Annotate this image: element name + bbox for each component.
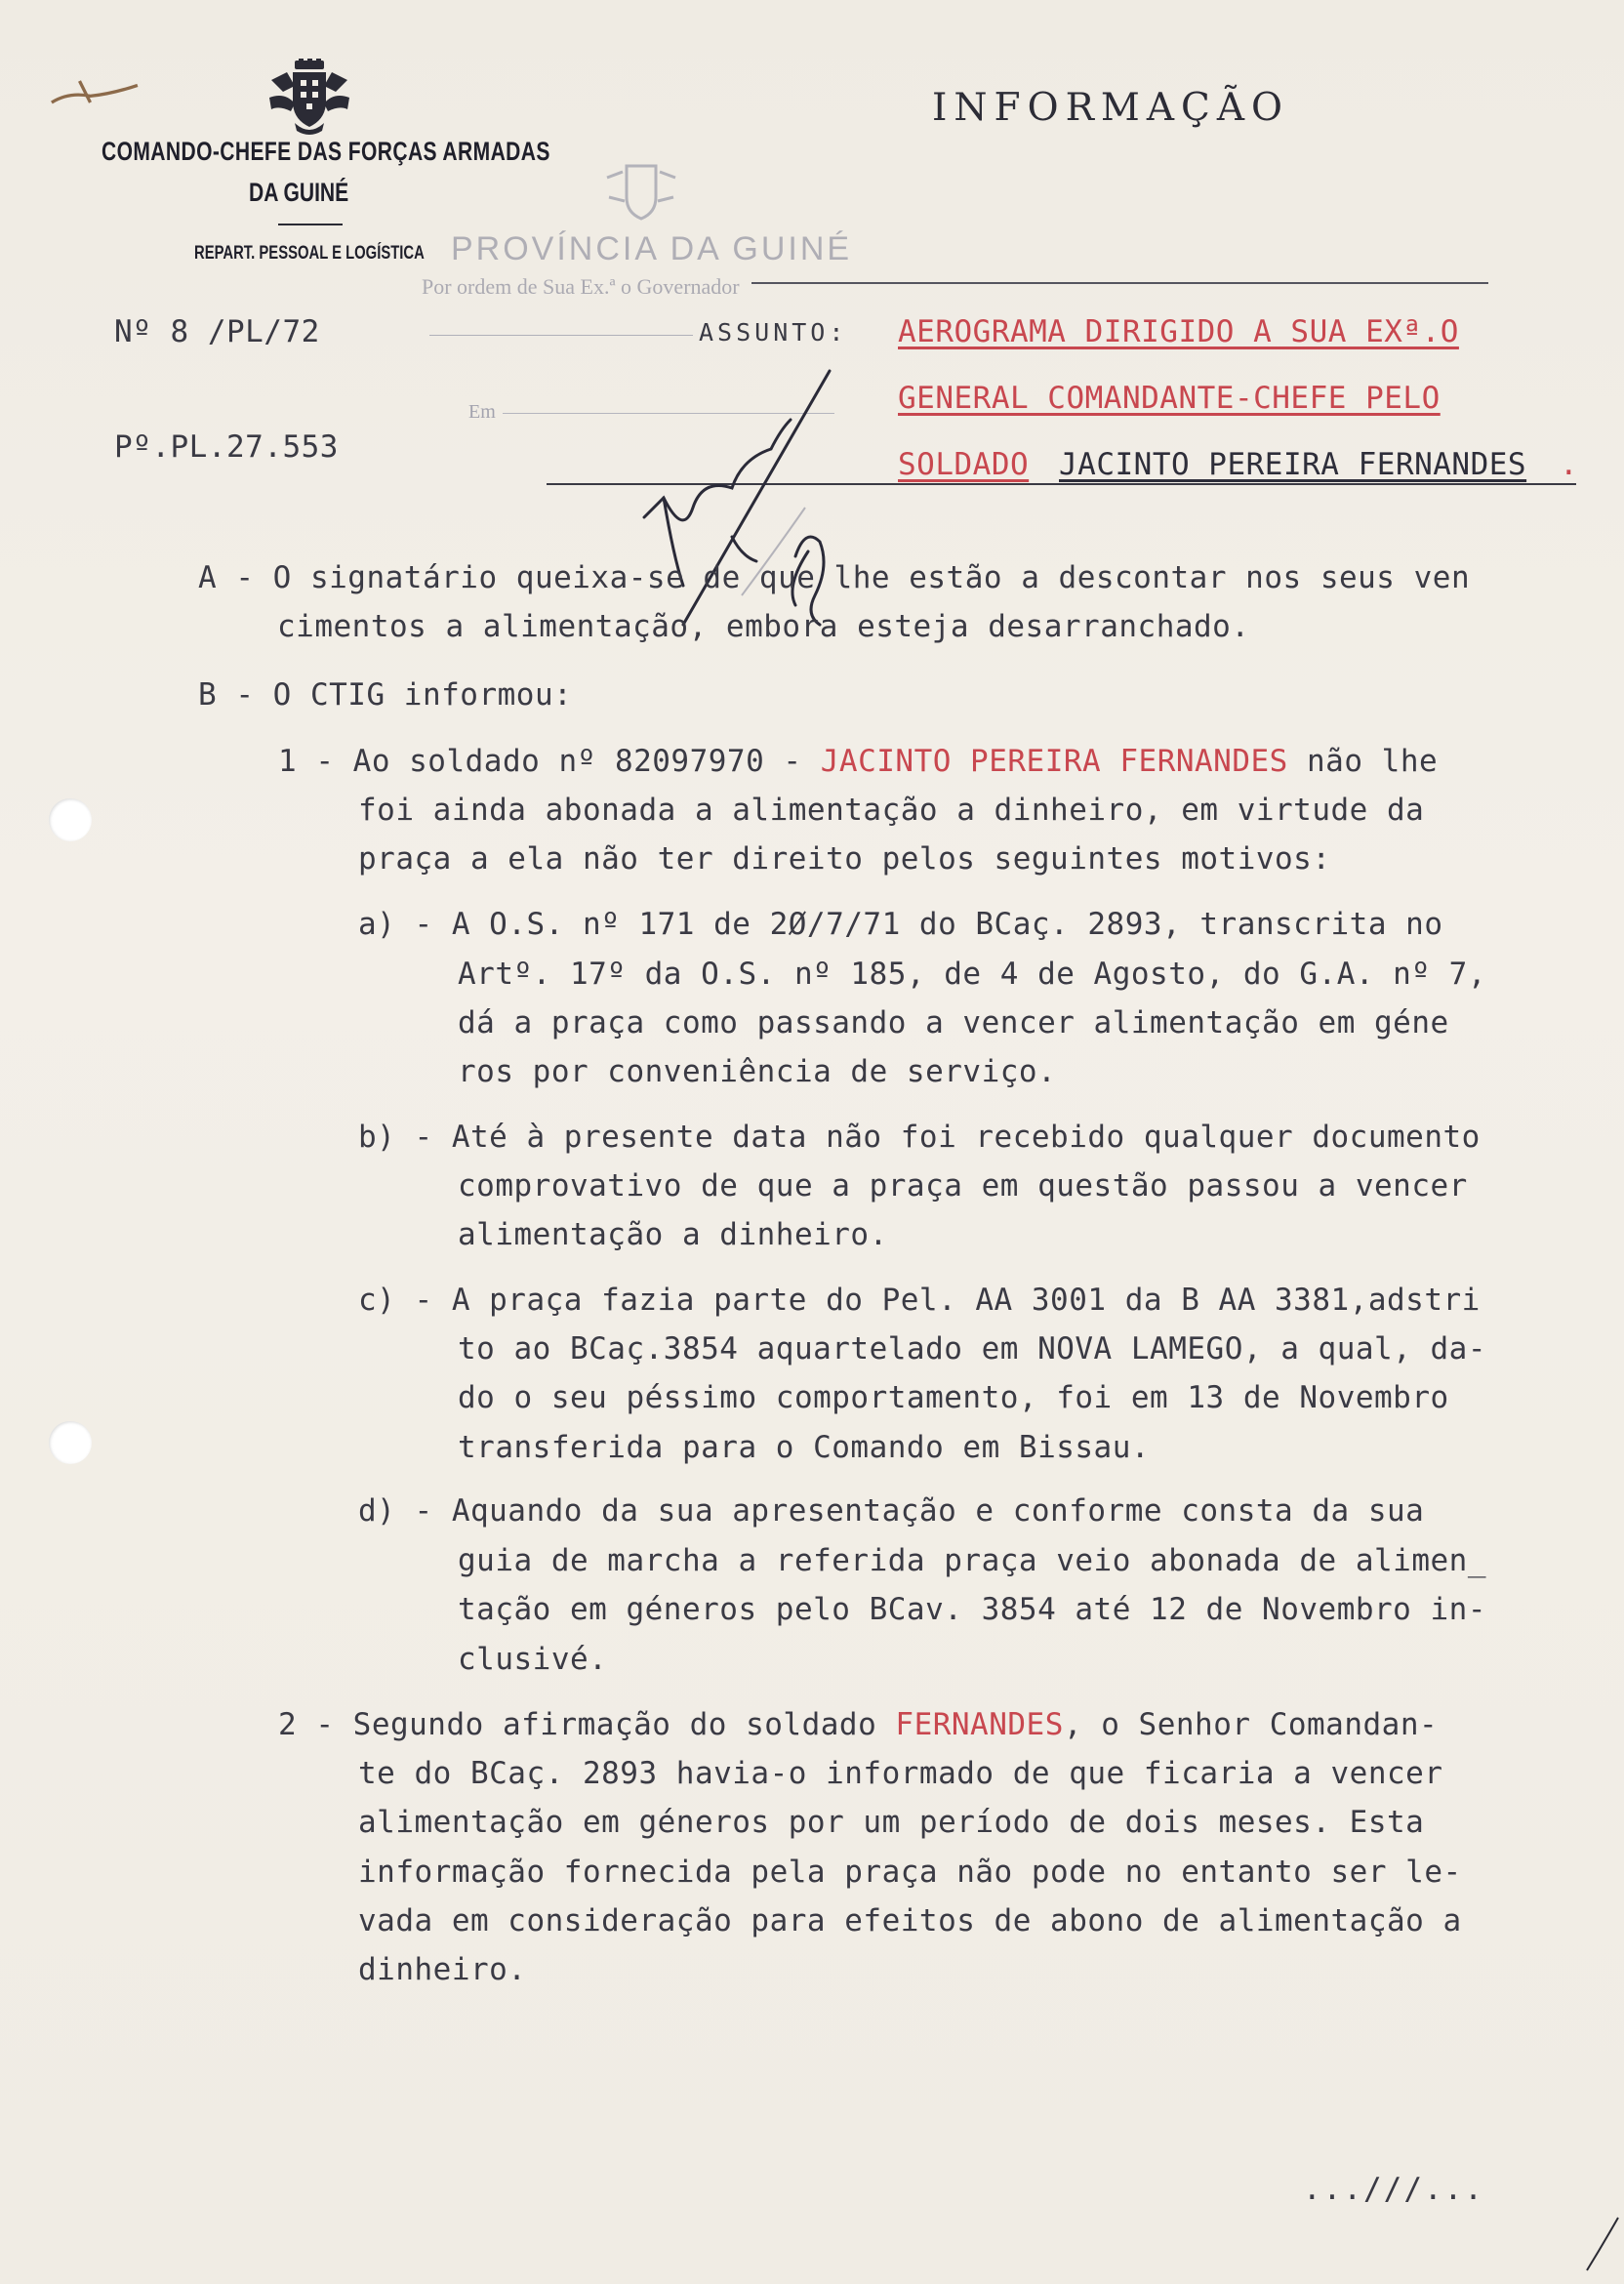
item-1b: comprovativo de que a praça em questão passou a vencer bbox=[458, 1168, 1468, 1203]
item-1: praça a ela não ter direito pelos seguintes motivos: bbox=[358, 841, 1331, 877]
item-1d: d) - Aquando da sua apresentação e conforme consta da sua bbox=[358, 1493, 1425, 1529]
item-1a: Artº. 17º da O.S. nº 185, de 4 de Agosto, do G.A. nº 7, bbox=[458, 957, 1486, 992]
item-2: vada em consideração para efeitos de abono de alimentação a bbox=[358, 1903, 1462, 1938]
item-2: alimentação em géneros por um período de dois meses. Esta bbox=[358, 1805, 1425, 1840]
item-1d: guia de marcha a referida praça veio abonada de alimen_ bbox=[458, 1543, 1486, 1578]
subject-line: SOLDADO bbox=[898, 447, 1030, 482]
org-name-line1: COMANDO-CHEFE DAS FORÇAS ARMADAS bbox=[102, 137, 550, 166]
org-divider bbox=[278, 224, 343, 225]
item-2-text: 2 - Segundo afirmação do soldado bbox=[278, 1707, 896, 1742]
document-title: INFORMAÇÃO bbox=[932, 86, 1290, 130]
item-1a: a) - A O.S. nº 171 de 2Ø/7/71 do BCaç. 2893, transcrita no bbox=[358, 907, 1443, 942]
page-corner-mark bbox=[1583, 2216, 1622, 2274]
subject-line: GENERAL COMANDANTE-CHEFE PELO bbox=[898, 381, 1441, 416]
process-number: Pº.PL.27.553 bbox=[114, 429, 339, 465]
item-1c: transferida para o Comando em Bissau. bbox=[458, 1430, 1151, 1465]
subject-soldier-name: JACINTO PEREIRA FERNANDES bbox=[1059, 447, 1527, 482]
department-name: REPART. PESSOAL E LOGÍSTICA bbox=[194, 243, 425, 264]
item-1c: to ao BCaç.3854 aquartelado em NOVA LAMEGO, a qual, da- bbox=[458, 1331, 1486, 1366]
item-1b: b) - Até à presente data não foi recebido qualquer documento bbox=[358, 1120, 1481, 1155]
punch-hole-lower bbox=[49, 1421, 92, 1464]
paragraph-A: A - O signatário queixa-se de que lhe estão a descontar nos seus ven bbox=[198, 560, 1471, 595]
item-1c: do o seu péssimo comportamento, foi em 13 de Novembro bbox=[458, 1380, 1449, 1415]
document-number: Nº 8 /PL/72 bbox=[114, 314, 320, 349]
coat-of-arms-emblem bbox=[265, 59, 353, 137]
soldier-name: JACINTO PEREIRA FERNANDES bbox=[820, 744, 1288, 779]
item-1d: clusivé. bbox=[458, 1642, 608, 1677]
paperclip-mark bbox=[47, 70, 144, 113]
punch-hole-upper bbox=[49, 798, 92, 841]
continuation-mark: ...///... bbox=[1303, 2172, 1484, 2207]
item-1: foi ainda abonada a alimentação a dinheiro, em virtude da bbox=[358, 793, 1425, 828]
item-1d: tação em géneros pelo BCav. 3854 até 12 de Novembro in- bbox=[458, 1592, 1486, 1627]
stamp-line bbox=[751, 282, 1488, 284]
stamp-date-label: Em bbox=[468, 401, 496, 423]
stamp-order-text: Por ordem de Sua Ex.ª o Governador bbox=[422, 274, 740, 299]
item-2: dinheiro. bbox=[358, 1952, 527, 1987]
item-1a: ros por conveniência de serviço. bbox=[458, 1054, 1057, 1089]
item-1a: dá a praça como passando a vencer alimentação em géne bbox=[458, 1005, 1449, 1040]
org-name-line2: DA GUINÉ bbox=[249, 178, 349, 207]
paragraph-A: cimentos a alimentação, embora esteja desarranchado. bbox=[277, 609, 1250, 644]
item-1c: c) - A praça fazia parte do Pel. AA 3001 da B AA 3381,adstri bbox=[358, 1283, 1481, 1318]
stamp-province-text: PROVÍNCIA DA GUINÉ bbox=[451, 230, 853, 267]
item-2-text: , o Senhor Comandan- bbox=[1063, 1707, 1439, 1742]
item-1 bbox=[278, 744, 1438, 779]
stamp-emblem-icon bbox=[603, 158, 679, 228]
item-1-text: não lhe bbox=[1287, 744, 1439, 779]
paragraph-B: B - O CTIG informou: bbox=[198, 677, 573, 713]
item-1b: alimentação a dinheiro. bbox=[458, 1217, 888, 1252]
item-2: te do BCaç. 2893 havia-o informado de que ficaria a vencer bbox=[358, 1756, 1443, 1791]
subject-period: . bbox=[1560, 447, 1579, 482]
item-2: informação fornecida pela praça não pode no entanto ser le- bbox=[358, 1855, 1462, 1890]
item-2 bbox=[278, 1707, 1438, 1742]
subject-label: ASSUNTO: bbox=[699, 318, 848, 347]
soldier-surname: FERNANDES bbox=[895, 1707, 1064, 1742]
subject-line: AEROGRAMA DIRIGIDO A SUA EXª.O bbox=[898, 314, 1459, 349]
stamp-line bbox=[429, 335, 693, 336]
item-1-text: 1 - Ao soldado nº 82097970 - bbox=[278, 744, 821, 779]
